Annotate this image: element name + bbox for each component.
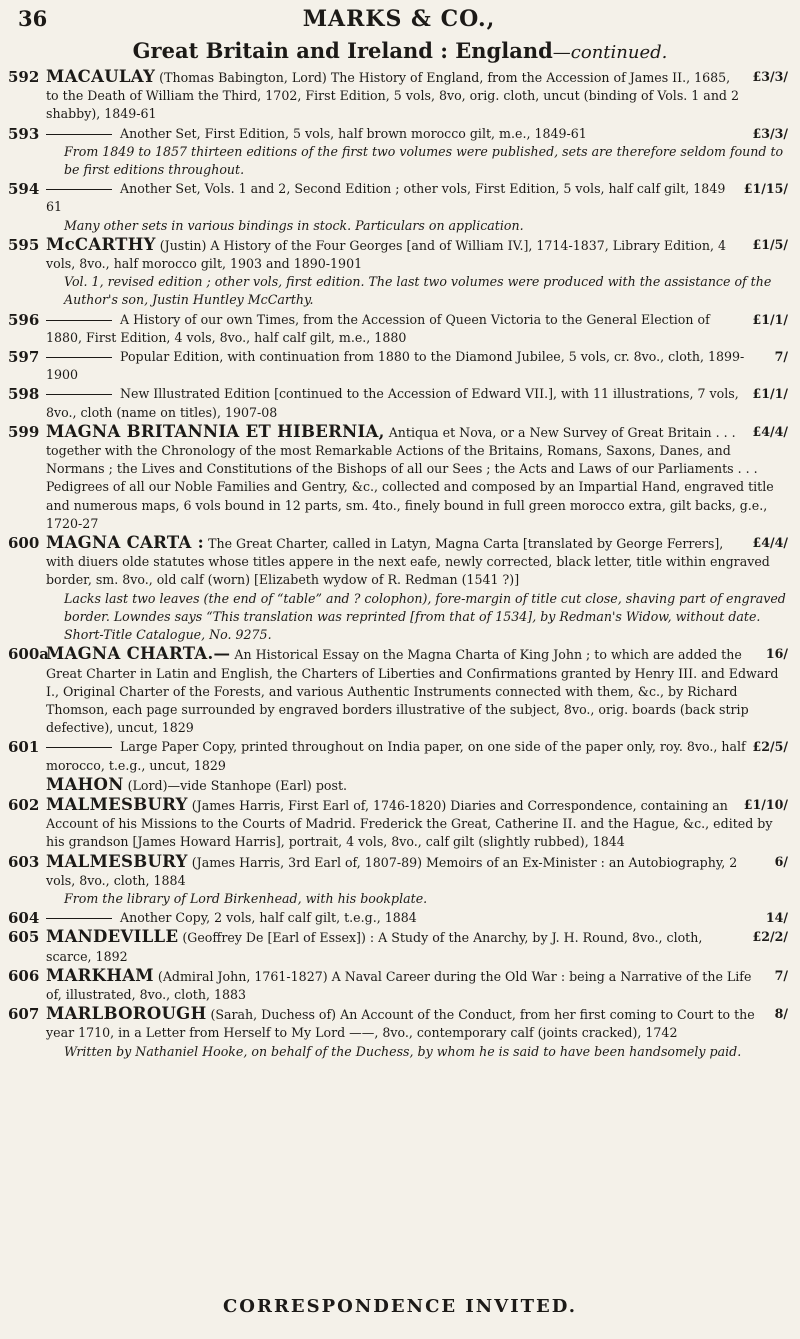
price: £1/1/ bbox=[752, 311, 788, 327]
catalogue-entry bbox=[8, 311, 788, 347]
price: 6/ bbox=[774, 853, 788, 869]
entry-description: An Historical Essay on the Magna Charta of King John ; to which are added the Great Charter in Latin and English, the Charters of Liberties and Confirmations granted by Henry III. and Edward I., Original Charter of the Forests, and various Authentic Instruments connected with them, &c., by Richard Thomson, each page surrounded by engraved borders illustrative of the subject, 8vo., orig. boards (back strip defective), uncut, 1829 bbox=[46, 647, 779, 736]
ditto-dash bbox=[46, 394, 112, 395]
entry-list bbox=[8, 68, 788, 1062]
ditto-dash bbox=[46, 918, 112, 919]
running-title: MARKS & CO., bbox=[302, 6, 496, 32]
catalogue-entry bbox=[8, 180, 788, 235]
catalogue-entry bbox=[8, 928, 788, 965]
catalogue-entry bbox=[8, 534, 788, 644]
lot-number: 598 bbox=[8, 385, 40, 404]
section-continued: —continued. bbox=[552, 42, 668, 63]
lot-number: 605 bbox=[8, 928, 40, 947]
price: £1/5/ bbox=[752, 236, 788, 252]
entry-description: Another Copy, 2 vols, half calf gilt, t.e.g., 1884 bbox=[120, 910, 417, 926]
lot-number: 596 bbox=[8, 310, 40, 329]
catalogue-entry bbox=[8, 68, 788, 124]
lot-number: 602 bbox=[8, 795, 40, 814]
entry-description: (Admiral John, 1761-1827) A Naval Career during the Old War : being a Narrative of the Life of, illustrated, 8vo., cloth, 1883 bbox=[46, 968, 752, 1002]
lot-number: 604 bbox=[8, 909, 40, 928]
lot-number: 594 bbox=[8, 180, 40, 199]
entry-note: Vol. 1, revised edition ; other vols, first edition. The last two volumes were produced with the assistance of the Author's son, Justin Huntley McCarthy. bbox=[64, 274, 772, 308]
entry-heading: MAHON bbox=[46, 774, 124, 794]
catalogue-entry bbox=[8, 236, 788, 310]
catalogue-entry bbox=[8, 909, 788, 927]
entry-heading: MARLBOROUGH bbox=[46, 1004, 207, 1024]
entry-note: Written by Nathaniel Hooke, on behalf of the Duchess, by whom he is said to have been handsomely paid. bbox=[64, 1043, 742, 1059]
entry-description: Another Set, First Edition, 5 vols, half brown morocco gilt, m.e., 1849-61 bbox=[120, 125, 587, 141]
lot-number: 600 bbox=[8, 534, 40, 553]
price: 7/ bbox=[774, 967, 788, 983]
catalogue-entry bbox=[8, 796, 788, 852]
catalogue-entry bbox=[8, 423, 788, 533]
lot-number: 597 bbox=[8, 348, 40, 367]
ditto-dash bbox=[46, 189, 112, 190]
running-head bbox=[18, 6, 780, 34]
ditto-dash bbox=[46, 357, 112, 358]
entry-heading: MAGNA CHARTA.— bbox=[46, 644, 231, 664]
catalogue-entry bbox=[8, 738, 788, 774]
price: £4/4/ bbox=[752, 423, 788, 439]
catalogue-entry bbox=[8, 967, 788, 1004]
entry-description: A History of our own Times, from the Accession of Queen Victoria to the General Election of 1880, First Edition, 4 vols, 8vo., half calf gilt, m.e., 1880 bbox=[46, 311, 710, 345]
lot-number: 595 bbox=[8, 235, 40, 254]
entry-heading: MAGNA CARTA : bbox=[46, 533, 205, 553]
entry-heading: MANDEVILLE bbox=[46, 927, 179, 947]
price: £1/10/ bbox=[743, 796, 788, 812]
catalogue-entry bbox=[8, 348, 788, 384]
entry-note: From 1849 to 1857 thirteen editions of the first two volumes were published, sets are therefore seldom found to be first editions throughout. bbox=[64, 143, 784, 178]
entry-description: (Lord)—vide Stanhope (Earl) post. bbox=[127, 777, 348, 793]
catalogue-entry bbox=[8, 853, 788, 909]
price: 8/ bbox=[774, 1006, 788, 1022]
catalogue-entry bbox=[8, 645, 788, 737]
ditto-dash bbox=[46, 134, 112, 135]
lot-number: 607 bbox=[8, 1005, 40, 1024]
lot-number: 600a bbox=[8, 645, 50, 664]
entry-description: (James Harris, 3rd Earl of, 1807-89) Memoirs of an Ex-Minister : an Autobiography, 2 vols, 8vo., cloth, 1884 bbox=[46, 854, 738, 888]
entry-description: Another Set, Vols. 1 and 2, Second Edition ; other vols, First Edition, 5 vols, half calf gilt, 1849 61 bbox=[46, 181, 726, 215]
price: 7/ bbox=[774, 349, 788, 365]
lot-number: 593 bbox=[8, 124, 40, 143]
entry-description: Popular Edition, with continuation from 1880 to the Diamond Jubilee, 5 vols, cr. 8vo., cloth, 1899-1900 bbox=[46, 349, 745, 383]
entry-description: (Geoffrey De [Earl of Essex]) : A Study of the Anarchy, by J. H. Round, 8vo., cloth, scarce, 1892 bbox=[46, 930, 703, 964]
entry-heading: McCARTHY bbox=[46, 234, 156, 254]
entry-description: New Illustrated Edition [continued to the Accession of Edward VII.], with 11 illustrations, 7 vols, 8vo., cloth (name on titles), 1907-08 bbox=[46, 386, 739, 420]
price: £3/3/ bbox=[752, 125, 788, 141]
ditto-dash bbox=[46, 747, 112, 748]
entry-note: From the library of Lord Birkenhead, with his bookplate. bbox=[64, 890, 428, 906]
lot-number: 592 bbox=[8, 68, 40, 86]
lot-number: 603 bbox=[8, 852, 40, 871]
catalogue-entry bbox=[8, 1005, 788, 1061]
entry-heading: MALMESBURY bbox=[46, 851, 188, 871]
entry-heading: MARKHAM bbox=[46, 965, 154, 985]
entry-description: The Great Charter, called in Latyn, Magna Carta [translated by George Ferrers], with diuers olde statutes whose titles appere in the next eafe, newly corrected, black letter, title within engraved border, sm. 8vo., old calf (worn) [Elizabeth wydow of R. Redman (1541 ?)] bbox=[46, 536, 770, 588]
entry-note: Lacks last two leaves (the end of “table” and ? colophon), fore-margin of title cut close, shaving part of engraved border. Lowndes says “This translation was reprinted [from that of 1534], by Redman's Widow, without date. Short-Title Catalogue, No. 9275. bbox=[64, 590, 786, 643]
catalogue-entry bbox=[8, 125, 788, 180]
entry-description: Antiqua et Nova, or a New Survey of Great Britain . . . together with the Chronology of the most Remarkable Actions of the Britains, Romans, Saxons, Danes, and Normans ; the Lives and Constitutions of the Bishops of all our Sees ; the Acts and Laws of our Parliaments . . . Pedigrees of all our Noble Families and Gentry, &c., collected and composed by an Impartial Hand, engraved title and numerous maps, 6 vols bound in 12 parts, sm. 4to., finely bound in full green morocco extra, gilt backs, g.e., 1720-27 bbox=[46, 424, 774, 531]
lot-number: 606 bbox=[8, 966, 40, 985]
entry-description: (James Harris, First Earl of, 1746-1820) Diaries and Correspondence, containing an Account of his Missions to the Courts of Madrid. Frederick the Great, Catherine II. and the Hague, &c., edited by his grandson [James Howard Harris], portrait, 4 vols, 8vo., calf gilt (slightly rubbed), 1844 bbox=[46, 797, 773, 850]
price: 16/ bbox=[765, 646, 788, 662]
entry-heading: MAGNA BRITANNIA ET HIBERNIA, bbox=[46, 421, 385, 441]
entry-note: Many other sets in various bindings in stock. Particulars on application. bbox=[64, 217, 524, 233]
price: £4/4/ bbox=[752, 535, 788, 551]
price: £2/5/ bbox=[752, 739, 788, 755]
price: £3/3/ bbox=[752, 69, 788, 84]
section-heading bbox=[0, 38, 800, 63]
lot-number: 601 bbox=[8, 738, 40, 757]
catalogue-entry bbox=[8, 776, 788, 795]
footer-note: CORRESPONDENCE INVITED. bbox=[222, 1296, 577, 1317]
entry-description: (Justin) A History of the Four Georges [and of William IV.], 1714-1837, Library Edition, 4 vols, 8vo., half morocco gilt, 1903 and 1890-1901 bbox=[46, 237, 726, 272]
entry-heading: MALMESBURY bbox=[46, 794, 188, 814]
price: £2/2/ bbox=[752, 929, 788, 945]
price: £1/1/ bbox=[752, 386, 788, 402]
entry-description: Large Paper Copy, printed throughout on India paper, on one side of the paper only, roy. 8vo., half morocco, t.e.g., uncut, 1829 bbox=[46, 739, 746, 773]
entry-description: (Thomas Babington, Lord) The History of England, from the Accession of James II., 1685, to the Death of William the Third, 1702, First Edition, 5 vols, 8vo, orig. cloth, uncut (binding of Vols. 1 and 2 shabby), 1849-61 bbox=[46, 70, 740, 122]
page-number: 36 bbox=[18, 6, 48, 31]
entry-description: (Sarah, Duchess of) An Account of the Conduct, from her first coming to Court to the year 1710, in a Letter from Herself to My Lord ——, 8vo., contemporary calf (joints cracked), 1742 bbox=[46, 1007, 755, 1041]
catalogue-entry bbox=[8, 385, 788, 421]
price: 14/ bbox=[765, 910, 788, 926]
ditto-dash bbox=[46, 320, 112, 321]
price: £1/15/ bbox=[743, 181, 788, 197]
entry-heading: MACAULAY bbox=[46, 67, 156, 86]
section-title: Great Britain and Ireland : England bbox=[132, 38, 553, 63]
lot-number: 599 bbox=[8, 422, 40, 441]
